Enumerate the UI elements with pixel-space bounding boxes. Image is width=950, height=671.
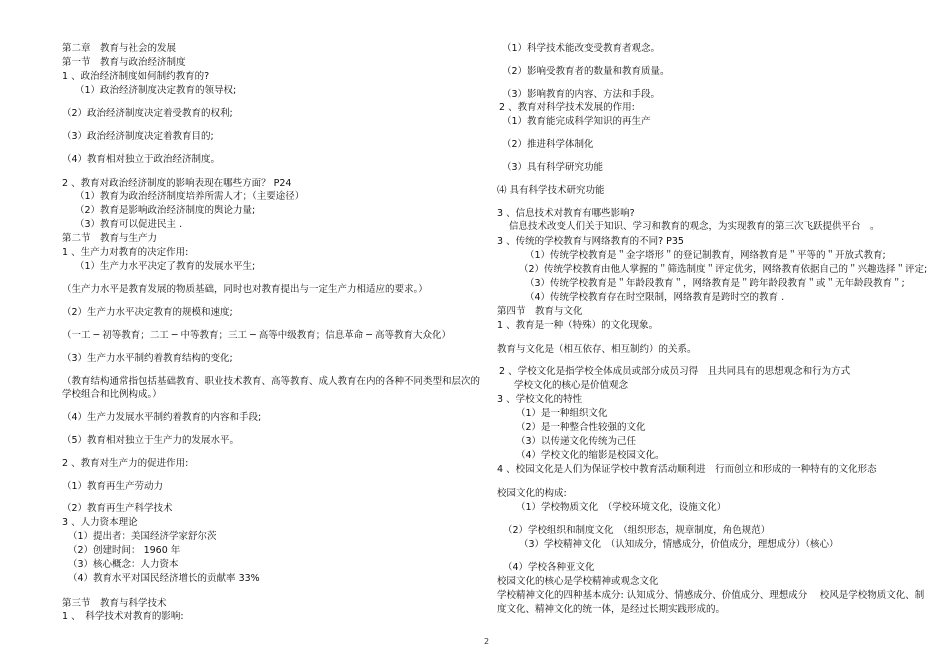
list-item: （3）核心概念：人力资本 — [68, 559, 179, 570]
paragraph-text: 校园文化的构成: — [497, 488, 567, 499]
question-heading: 2 、教育对生产力的促进作用: — [62, 458, 189, 469]
list-item: （2）生产力水平决定教育的规模和速度; — [62, 307, 233, 318]
list-item: （2）创建时间： 1960 年 — [68, 545, 181, 556]
question-heading: 2 、教育对科学技术发展的作用: — [499, 102, 635, 113]
question-heading: 2 、学校文化是指学校全体成员或部分成员习得 且共同具有的思想观念和行为方式 — [499, 366, 851, 377]
chapter-title: 第二章 教育与社会的发展 — [62, 43, 177, 54]
list-item: （3）学校精神文化 （认知成分，情感成分，价值成分，理想成分）（核心） — [519, 539, 839, 550]
section-title: 第四节 教育与文化 — [497, 306, 583, 317]
list-item: （1）是一种组织文化 — [516, 408, 608, 419]
list-item: ⑷ 具有科学技术研究功能 — [497, 185, 605, 196]
list-item: （3）生产力水平制约着教育结构的变化; — [62, 353, 233, 364]
list-item: （3）以传递文化传统为己任 — [516, 436, 637, 447]
list-item: （1）传统学校教育是＂金字塔形＂的登记制教育，网络教育是＂平等的＂开放式教育; — [525, 250, 886, 261]
list-item: （3）影响教育的内容、方法和手段。 — [502, 89, 661, 100]
section-title: 第一节 教育与政治经济制度 — [62, 57, 186, 68]
list-item: （5）教育相对独立于生产力的发展水平。 — [62, 435, 240, 446]
question-heading: 2 、教育对政治经济制度的影响表现在哪些方面？ P24 — [62, 178, 292, 189]
list-item: （4）教育水平对国民经济增长的贡献率 33% — [68, 573, 260, 584]
question-heading: 1 、政治经济制度如何制约教育的? — [62, 71, 210, 82]
question-heading: 1 、生产力对教育的决定作用: — [62, 247, 189, 258]
section-title: 第三节 教育与科学技术 — [62, 598, 167, 609]
list-item: （2）政治经济制度决定着受教育的权利; — [62, 108, 233, 119]
question-heading: 3 、人力资本理论 — [62, 517, 138, 528]
question-heading: 1 、教育是一种（特殊）的文化现象。 — [497, 320, 659, 331]
question-heading: 3 、传统的学校教育与网络教育的不同? P35 — [497, 236, 684, 247]
list-item: （3）政治经济制度决定着教育目的; — [62, 131, 214, 142]
question-heading: 3 、学校文化的特性 — [497, 394, 583, 405]
section-title: 第二节 教育与生产力 — [62, 233, 158, 244]
list-item: （4）生产力发展水平制约着教育的内容和手段; — [62, 412, 262, 423]
list-item: （1）教育再生产劳动力 — [62, 481, 164, 492]
list-item: （1）教育能完成科学知识的再生产 — [502, 116, 651, 127]
note-text: （一工 ─ 初等教育；二工 ─ 中等教育；三工 ─ 高等中级教育；信息革命 ─ 高等教育大众化） — [62, 330, 452, 341]
list-item: （1）生产力水平决定了教育的发展水平生; — [75, 261, 256, 272]
paragraph-text: 学校文化的核心是价值观念 — [514, 380, 629, 391]
note-text: （生产力水平是教育发展的物质基础，同时也对教育提出与一定生产力相适应的要求。） — [62, 284, 428, 295]
list-item: （3）传统学校教育是＂年龄段教育＂，网络教育是＂跨年龄段教育＂或＂无年龄段教育＂; — [525, 278, 905, 289]
list-item: （4）学校文化的缩影是校园文化。 — [516, 450, 665, 461]
list-item: （3）教育可以促进民主 . — [75, 219, 183, 230]
paragraph-text: 度文化、精神文化的统一体，是经过长期实践形成的。 — [497, 604, 726, 615]
page-number: 2 — [484, 637, 490, 646]
list-item: （4）学校各种亚文化 — [503, 562, 595, 573]
question-heading: 1 、 科学技术对教育的影响: — [62, 611, 184, 622]
paragraph-text: 校园文化的核心是学校精神或观念文化 — [497, 576, 659, 587]
list-item: （1）学校物质文化 （学校环境文化，设施文化） — [516, 502, 727, 513]
paragraph-text: 学校精神文化的四种基本成分: 认知成分、情感成分、价值成分、理想成分 校风是学校物质文化、制 — [497, 590, 925, 601]
list-item: （2）传统学校教育由他人掌握的＂筛选制度＂评定优劣，网络教育依据自己的＂兴趣选择＂评定; — [519, 264, 928, 275]
list-item: （2）教育再生产科学技术 — [62, 503, 173, 514]
paragraph-text: 信息技术改变人们关于知识、学习和教育的观念，为实现教育的第三次飞跃提供平台 。 — [509, 221, 880, 232]
note-text: （教育结构通常指包括基础教育、职业技术教育、高等教育、成人教育在内的各种不同类型和层次的 — [62, 376, 481, 387]
list-item: （1）提出者：美国经济学家舒尔茨 — [68, 531, 217, 542]
list-item: （2）推进科学体制化 — [502, 139, 594, 150]
list-item: （1）政治经济制度决定教育的领导权; — [75, 85, 237, 96]
question-heading: 3 、信息技术对教育有哪些影响? — [497, 208, 635, 219]
list-item: （4）传统学校教育存在时空限制，网络教育是跨时空的教育 . — [525, 292, 785, 303]
list-item: （2）是一种整合性较强的文化 — [516, 422, 646, 433]
list-item: （2）教育是影响政治经济制度的舆论力量; — [75, 205, 256, 216]
list-item: （4）教育相对独立于政治经济制度。 — [62, 154, 221, 165]
paragraph-text: 教育与文化是（相互依存、相互制约）的关系。 — [497, 344, 697, 355]
list-item: （1）教育为政治经济制度培养所需人才；（主要途径） — [75, 191, 305, 202]
list-item: （3）具有科学研究功能 — [502, 162, 604, 173]
question-heading: 4 、校园文化是人们为保证学校中教育活动顺利进 行而创立和形成的一种特有的文化形态 — [497, 464, 877, 475]
note-text: 学校组合和比例构成。） — [62, 389, 162, 400]
list-item: （1）科学技术能改变受教育者观念。 — [502, 43, 661, 54]
list-item: （2）影响受教育者的数量和教育质量。 — [502, 66, 670, 77]
list-item: （2）学校组织和制度文化 （组织形态，规章制度，角色规范） — [503, 525, 771, 536]
